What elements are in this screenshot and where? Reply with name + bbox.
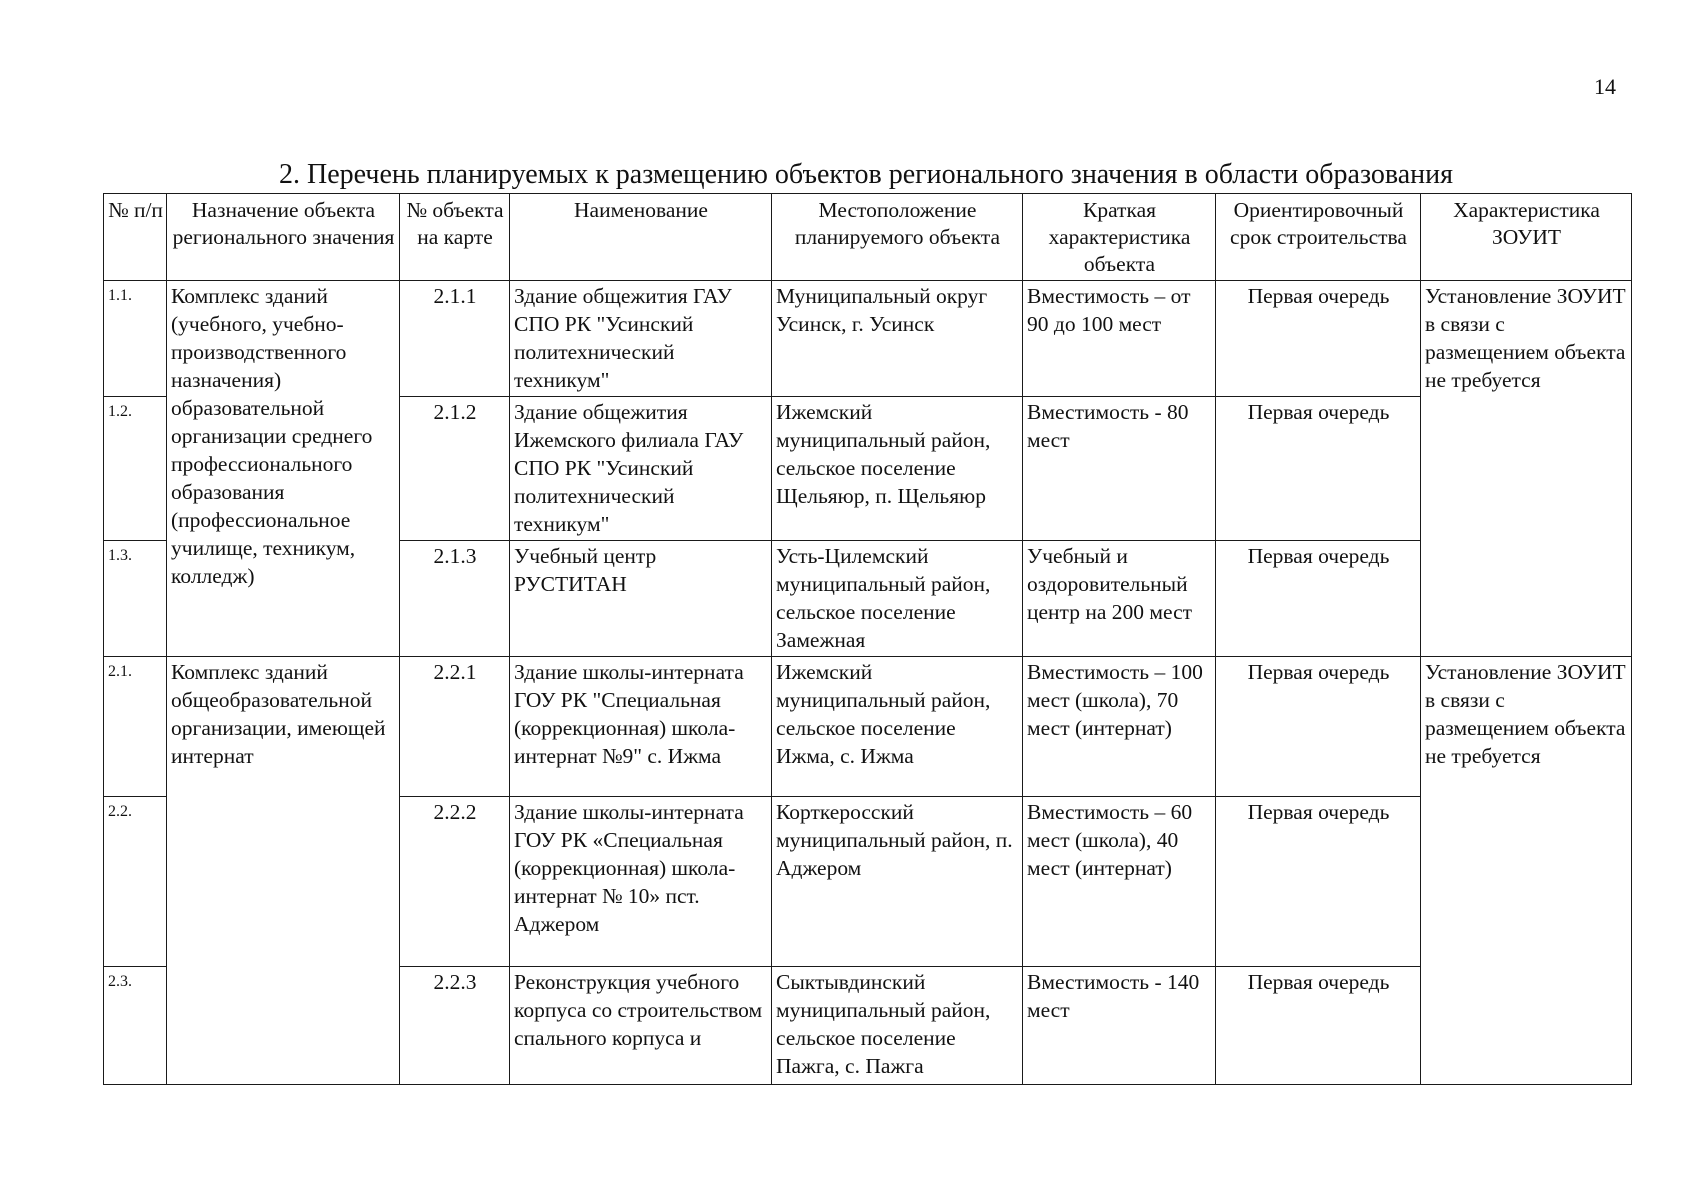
construction-term: Первая очередь [1216,281,1421,397]
construction-term: Первая очередь [1216,967,1421,1085]
table-header-row [104,194,1632,281]
construction-term: Первая очередь [1216,397,1421,541]
group-zouit: Установление ЗОУИТ в связи с размещением объекта не требуется [1421,281,1632,657]
objects-table [103,193,1632,1085]
header-map-num: № объекта на карте [400,194,510,281]
object-location: Ижемский муниципальный район, сельское поселение Ижма, с. Ижма [772,657,1023,797]
object-location: Корткеросский муниципальный район, п. Аджером [772,797,1023,967]
object-name: Здание школы-интерната ГОУ РК «Специальная (коррекционная) школа-интернат № 10» пст. Аджером [510,797,772,967]
map-number: 2.1.1 [400,281,510,397]
header-name: Наименование [510,194,772,281]
row-number: 1.2. [104,397,167,541]
table-row [104,657,1632,797]
construction-term: Первая очередь [1216,797,1421,967]
map-number: 2.1.3 [400,541,510,657]
group-purpose: Комплекс зданий общеобразовательной организации, имеющей интернат [167,657,400,1085]
object-characteristic: Вместимость – от 90 до 100 мест [1023,281,1216,397]
object-characteristic: Вместимость – 100 мест (школа), 70 мест (интернат) [1023,657,1216,797]
map-number: 2.2.3 [400,967,510,1085]
object-name: Здание школы-интерната ГОУ РК "Специальная (коррекционная) школа-интернат №9" с. Ижма [510,657,772,797]
document-title: 2. Перечень планируемых к размещению объектов регионального значения в области образования [278,159,1453,190]
object-location: Ижемский муниципальный район, сельское поселение Щельяюр, п. Щельяюр [772,397,1023,541]
map-number: 2.1.2 [400,397,510,541]
object-location: Усть-Цилемский муниципальный район, сельское поселение Замежная [772,541,1023,657]
header-num: № п/п [104,194,167,281]
object-name: Здание общежития Ижемского филиала ГАУ СПО РК "Усинский политехнический техникум" [510,397,772,541]
row-number: 1.3. [104,541,167,657]
object-characteristic: Вместимость - 140 мест [1023,967,1216,1085]
table-row [104,281,1632,397]
object-characteristic: Вместимость – 60 мест (школа), 40 мест (интернат) [1023,797,1216,967]
object-characteristic: Вместимость - 80 мест [1023,397,1216,541]
group-zouit: Установление ЗОУИТ в связи с размещением объекта не требуется [1421,657,1632,1085]
row-number: 2.2. [104,797,167,967]
object-name: Учебный центр РУСТИТАН [510,541,772,657]
object-characteristic: Учебный и оздоровительный центр на 200 мест [1023,541,1216,657]
row-number: 1.1. [104,281,167,397]
construction-term: Первая очередь [1216,541,1421,657]
map-number: 2.2.1 [400,657,510,797]
header-location: Местоположение планируемого объекта [772,194,1023,281]
construction-term: Первая очередь [1216,657,1421,797]
object-location: Муниципальный округ Усинск, г. Усинск [772,281,1023,397]
header-purpose: Назначение объекта регионального значения [167,194,400,281]
row-number: 2.3. [104,967,167,1085]
map-number: 2.2.2 [400,797,510,967]
page-number: 14 [1594,74,1616,99]
object-location: Сыктывдинский муниципальный район, сельское поселение Пажга, с. Пажга [772,967,1023,1085]
header-term: Ориентировочный срок строительства [1216,194,1421,281]
row-number: 2.1. [104,657,167,797]
header-zouit: Характеристика ЗОУИТ [1421,194,1632,281]
header-characteristic: Краткая характеристика объекта [1023,194,1216,281]
group-purpose: Комплекс зданий (учебного, учебно-производственного назначения) образовательной организации среднего профессионального образования (профессиональное училище, техникум, колледж) [167,281,400,657]
object-name: Здание общежития ГАУ СПО РК "Усинский политехнический техникум" [510,281,772,397]
object-name: Реконструкция учебного корпуса со строительством спального корпуса и [510,967,772,1085]
